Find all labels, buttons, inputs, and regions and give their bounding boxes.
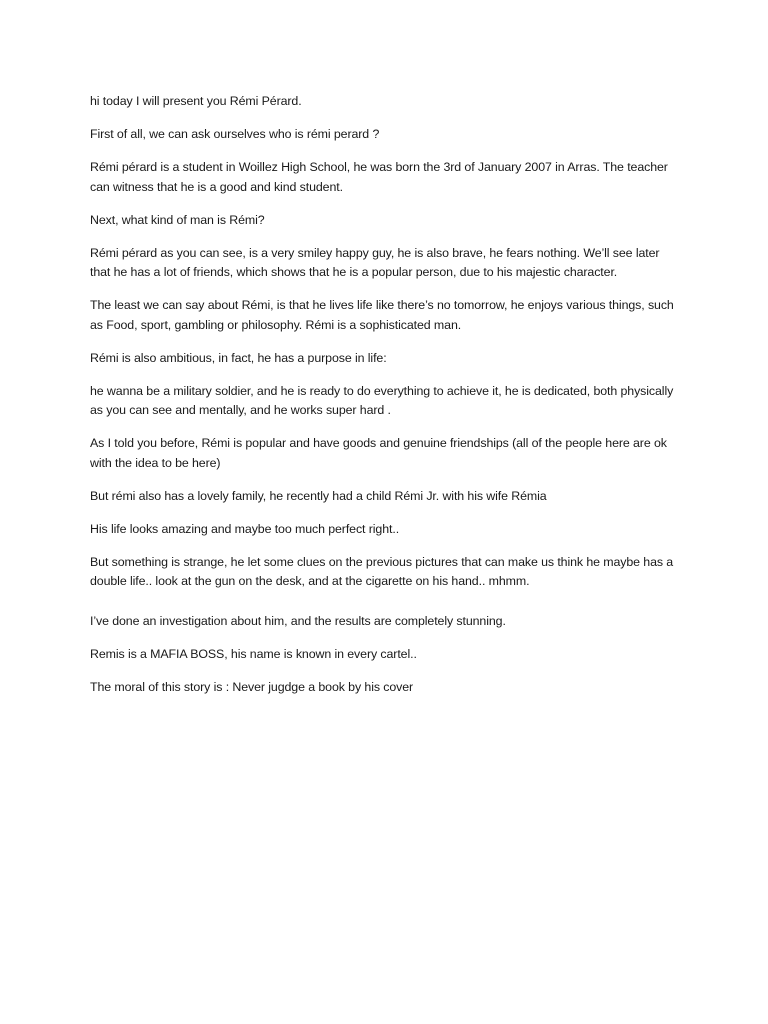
paragraph-personality: Rémi pérard as you can see, is a very smiley happy guy, he is also brave, he fears nothing. We’ll see later that he has a lot of friends, which shows that he is a popular person, due to his majestic character. [90,245,660,279]
paragraph-investigation: I’ve done an investigation about him, and the results are completely stunning. [90,613,506,628]
paragraph-student: Rémi pérard is a student in Woillez High School, he was born the 3rd of January 2007 in Arras. The teacher can witness that he is a good and kind student. [90,160,668,194]
paragraph-question-who: First of all, we can ask ourselves who is rémi perard ? [90,127,380,141]
paragraph-question-kind: Next, what kind of man is Rémi? [90,212,265,227]
paragraph-intro: hi today I will present you Rémi Pérard. [90,94,302,108]
paragraph-clues: But something is strange, he let some clues on the previous pictures that can make us think he maybe has a double life.. look at the gun on the desk, and at the cigarette on his hand.. mhmm. [90,554,674,588]
paragraph-moral: The moral of this story is : Never jugdge a book by his cover [90,679,414,694]
paragraph-mafia-boss: Remis is a MAFIA BOSS, his name is known in every cartel.. [90,646,417,661]
paragraph-perfect-life: His life looks amazing and maybe too much perfect right.. [90,521,400,536]
paragraph-ambition: Rémi is also ambitious, in fact, he has a purpose in life: [90,350,387,365]
paragraph-military: he wanna be a military soldier, and he is ready to do everything to achieve it, he is dedicated, both physically as you can see and mentally, and he works super hard . [90,383,674,417]
paragraph-lifestyle: The least we can say about Rémi, is that he lives life like there’s no tomorrow, he enjoys various things, such as Food, sport, gambling or philosophy. Rémi is a sophisticated man. [90,298,674,332]
document-body [90,92,680,711]
paragraph-family: But rémi also has a lovely family, he recently had a child Rémi Jr. with his wife Rémia [90,488,547,503]
paragraph-friends: As I told you before, Rémi is popular and have goods and genuine friendships (all of the people here are ok with the idea to be here) [90,436,667,470]
